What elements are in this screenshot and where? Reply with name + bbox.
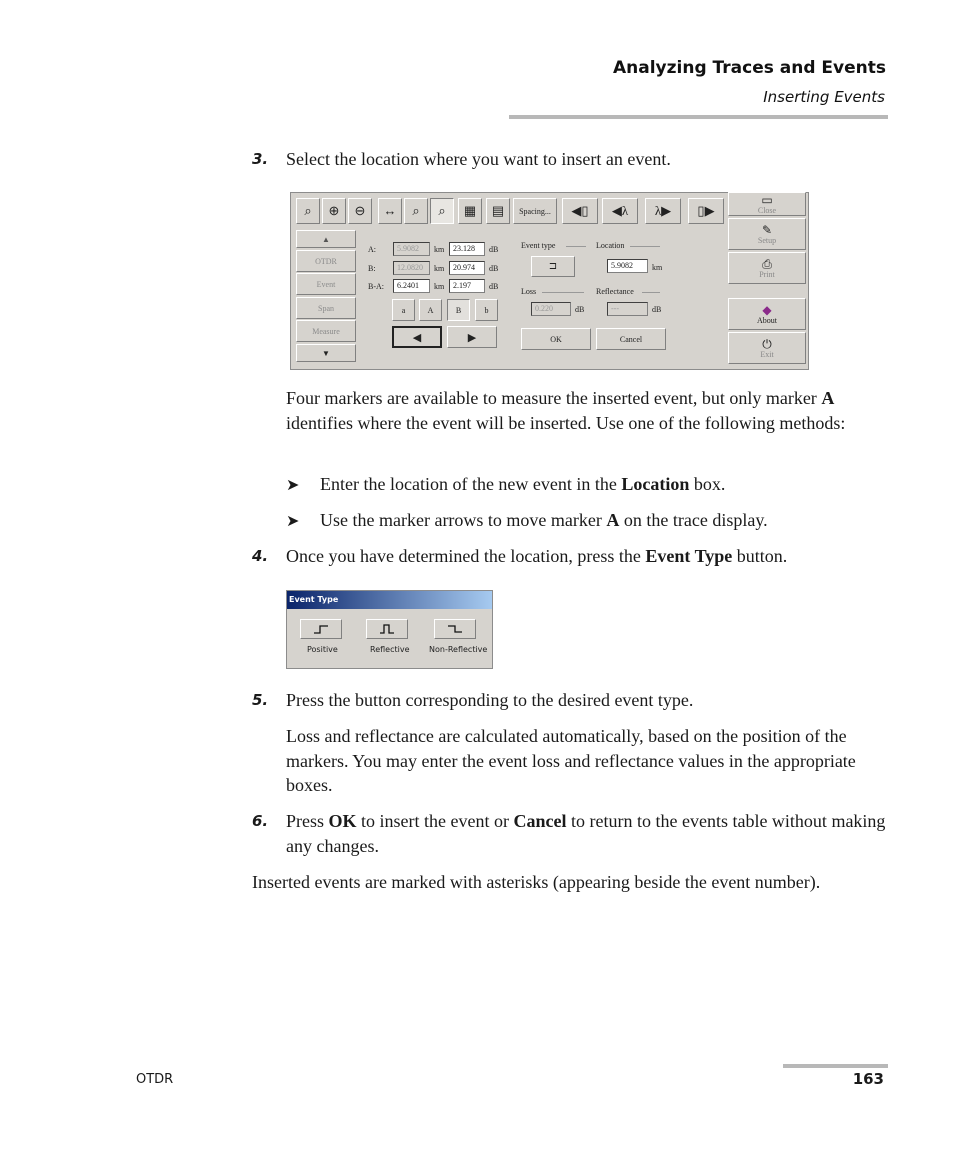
bold-run: OK: [328, 811, 357, 831]
tab-span[interactable]: Span: [296, 297, 356, 319]
location-label: Location: [596, 241, 625, 250]
group-line: [630, 246, 660, 247]
book-icon: ◆: [762, 302, 772, 317]
text-run: Four markers are available to measure the inserted event, but only marker: [286, 388, 822, 408]
group-line: [566, 246, 586, 247]
non-reflective-event-icon: ⊐: [548, 261, 558, 272]
group-line: [542, 292, 584, 293]
footer-rule: [783, 1064, 888, 1068]
bold-run: Location: [621, 474, 690, 494]
loss-input[interactable]: 0.220: [531, 302, 571, 316]
text-run: Enter the location of the new event in the: [320, 474, 622, 494]
close-button[interactable]: [728, 192, 806, 216]
marker-b-distance: 12.0820: [393, 261, 430, 275]
db-unit: dB: [575, 305, 585, 314]
marker-a-button[interactable]: A: [419, 299, 442, 321]
loss-reflectance-paragraph: Loss and reflectance are calculated automatically, based on the position of the markers. You may enter the event loss and reflectance values in the appropriate boxes.: [286, 726, 856, 795]
db-unit: dB: [489, 282, 499, 291]
bullet-item-1: [320, 472, 725, 496]
exit-button[interactable]: [728, 332, 806, 364]
cancel-button[interactable]: Cancel: [596, 328, 666, 350]
previous-trace-icon[interactable]: ◀▯: [562, 198, 598, 224]
km-unit: km: [434, 282, 445, 291]
trace-info-icon[interactable]: ▤: [486, 198, 510, 224]
bold-run: A: [821, 388, 835, 408]
reflective-label: Reflective: [370, 645, 410, 654]
bold-run: Cancel: [513, 811, 567, 831]
step-number-5: 5.: [252, 691, 269, 709]
marker-a-small-button[interactable]: a: [392, 299, 415, 321]
km-unit: km: [434, 264, 445, 273]
marker-b-label: B:: [368, 264, 376, 273]
printer-icon: ⎙: [762, 256, 772, 271]
marker-ba-level: 2.197: [449, 279, 485, 293]
power-icon: ⏻: [762, 336, 772, 351]
markers-paragraph: [286, 386, 886, 435]
text-run: button.: [732, 546, 788, 566]
step-4-text: [286, 544, 886, 569]
marker-b-button[interactable]: B: [447, 299, 470, 321]
marker-b-level: 20.974: [449, 261, 485, 275]
step-number-4: 4.: [252, 547, 269, 565]
group-line: [642, 292, 660, 293]
bold-run: Event Type: [645, 546, 733, 566]
section-title: Analyzing Traces and Events: [612, 58, 886, 78]
scroll-down-icon[interactable]: ▼: [296, 344, 356, 362]
about-label: About: [757, 315, 777, 325]
footer-product: OTDR: [136, 1072, 174, 1087]
marker-ba-distance: 6.2401: [393, 279, 430, 293]
text-run: box.: [689, 474, 726, 494]
db-unit: dB: [652, 305, 662, 314]
marker-right-arrow-icon[interactable]: ▶: [447, 326, 497, 348]
zoom-auto-icon[interactable]: ⌕: [430, 198, 454, 224]
loss-label: Loss: [521, 287, 537, 296]
text-run: to return to the events table without making any changes.: [286, 811, 886, 856]
step-3-text: Select the location where you want to insert an event.: [286, 149, 671, 169]
event-type-label: Event type: [521, 241, 556, 250]
event-type-button[interactable]: [531, 256, 575, 277]
positive-event-icon: [313, 624, 329, 634]
exit-label: Exit: [760, 349, 774, 359]
setup-label: Setup: [757, 235, 777, 245]
reflectance-label: Reflectance: [596, 287, 634, 296]
page-number: 163: [852, 1070, 884, 1088]
step-6-text: [286, 809, 886, 858]
bullet-arrow-icon: ➤: [286, 513, 300, 530]
step-number-6: 6.: [252, 812, 269, 830]
km-unit: km: [434, 245, 445, 254]
non-reflective-event-button[interactable]: [434, 619, 476, 639]
marker-a-level: 23.128: [449, 242, 485, 256]
marker-a-label: A:: [368, 245, 376, 254]
non-reflective-label: Non-Reflective: [429, 645, 488, 654]
bold-run: A: [606, 510, 620, 530]
tab-otdr[interactable]: OTDR: [296, 250, 356, 272]
previous-wavelength-icon[interactable]: ◀λ: [602, 198, 638, 224]
next-trace-icon[interactable]: ▯▶: [688, 198, 724, 224]
edit-icon: ✎: [761, 222, 773, 237]
event-type-dialog: [286, 590, 493, 669]
marker-ba-label: B-A:: [368, 282, 384, 291]
ok-button[interactable]: OK: [521, 328, 591, 350]
next-wavelength-icon[interactable]: λ▶: [645, 198, 681, 224]
print-button[interactable]: [728, 252, 806, 284]
print-label: Print: [759, 269, 775, 279]
zoom-out-icon[interactable]: ⊖: [348, 198, 372, 224]
section-subtitle: Inserting Events: [763, 88, 885, 106]
text-run: identifies where the event will be inserted. Use one of the following methods:: [286, 412, 846, 433]
db-unit: dB: [489, 245, 499, 254]
marker-a-distance: 5.9082: [393, 242, 430, 256]
zoom-in-icon[interactable]: ⊕: [322, 198, 346, 224]
step-number-3: 3.: [252, 150, 269, 168]
spacing-button[interactable]: Spacing...: [513, 198, 557, 224]
dialog-title: Event Type: [287, 591, 492, 609]
text-run: Use the marker arrows to move marker: [320, 510, 607, 530]
non-reflective-event-icon: [447, 624, 463, 634]
reflective-event-button[interactable]: [366, 619, 408, 639]
text-run: on the trace display.: [619, 510, 768, 530]
tab-event[interactable]: Event: [296, 273, 356, 295]
trace-view-icon[interactable]: ▦: [458, 198, 482, 224]
zoom-horizontal-icon[interactable]: ↔: [378, 198, 402, 224]
reflectance-input[interactable]: ---: [607, 302, 648, 316]
text-run: Press: [286, 811, 329, 831]
about-button[interactable]: [728, 298, 806, 330]
bullet-item-2: [320, 508, 768, 532]
marker-left-arrow-icon[interactable]: ◀: [392, 326, 442, 348]
positive-label: Positive: [307, 645, 338, 654]
reflective-event-icon: [379, 624, 395, 634]
asterisks-paragraph: Inserted events are marked with asterisks (appearing beside the event number).: [252, 872, 821, 892]
text-run: Once you have determined the location, press the: [286, 546, 646, 566]
scroll-up-icon[interactable]: ▲: [296, 230, 356, 248]
text-run: to insert the event or: [356, 811, 514, 831]
location-input[interactable]: 5.9082: [607, 259, 648, 273]
setup-button[interactable]: [728, 218, 806, 250]
bullet-arrow-icon: ➤: [286, 477, 300, 494]
positive-event-button[interactable]: [300, 619, 342, 639]
marker-b-small-button[interactable]: b: [475, 299, 498, 321]
folder-icon: ▭: [761, 192, 773, 207]
header-rule: [509, 115, 888, 119]
db-unit: dB: [489, 264, 499, 273]
tab-measure[interactable]: Measure: [296, 320, 356, 342]
step-5-text: Press the button corresponding to the desired event type.: [286, 690, 694, 710]
km-unit: km: [652, 263, 663, 272]
zoom-vertical-icon[interactable]: ⌕: [404, 198, 428, 224]
close-label: Close: [757, 205, 777, 215]
zoom-window-icon[interactable]: ⌕: [296, 198, 320, 224]
